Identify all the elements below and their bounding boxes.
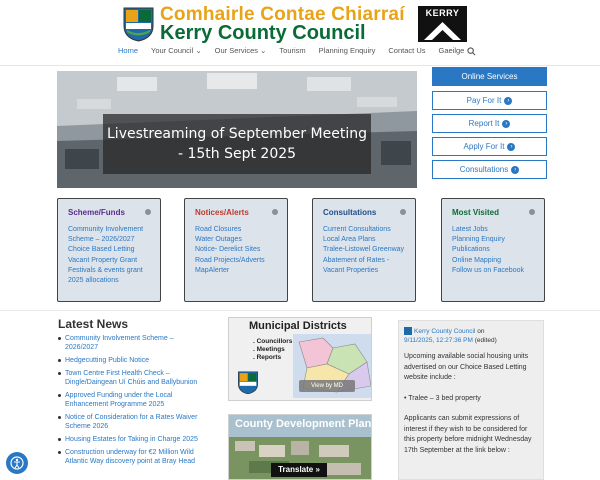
nav-planning-enquiry[interactable]: Planning Enquiry — [318, 46, 376, 55]
link-community-involvement[interactable]: Community Involvement — [68, 226, 144, 233]
news-item[interactable]: Housing Estates for Taking in Charge 2025 — [58, 435, 208, 444]
nav-home[interactable]: Home — [118, 46, 139, 55]
nav-contact-us[interactable]: Contact Us — [388, 46, 426, 55]
hero-caption-box — [103, 114, 371, 174]
dot-icon — [272, 209, 278, 215]
news-item[interactable]: Approved Funding under the Local Enhancement Programme 2025 — [58, 391, 208, 410]
news-item[interactable]: Notice of Consideration for a Rates Waiver Scheme 2026 — [58, 413, 208, 432]
link-vacant-property-grant[interactable]: Vacant Property Grant — [68, 256, 138, 264]
post-paragraph: Applicants can submit expressions of interest if they wish to be considered for this property before midnight Wednesday 17th September at the link below : — [404, 415, 532, 454]
report-it-label: Report It — [468, 119, 500, 128]
news-item[interactable]: Hedgecutting Public Notice — [58, 356, 208, 365]
online-services-button[interactable]: Online Services — [432, 67, 547, 86]
municipal-districts-promo[interactable] — [228, 317, 372, 401]
news-list — [58, 334, 208, 470]
consultations-label: Consultations — [459, 165, 509, 174]
news-item[interactable]: Construction underway for €2 Million Wild Atlantic Way discovery point at Bray Head — [58, 448, 208, 467]
arrow-right-icon: › — [507, 143, 515, 151]
link-online-mapping[interactable]: Online Mapping — [452, 256, 502, 264]
quick-box-notices-alerts — [184, 198, 288, 302]
arrow-right-icon: › — [504, 97, 512, 105]
apply-for-it-label: Apply For It — [463, 142, 505, 151]
link-scheme-2026[interactable]: Scheme – 2026/2027 — [68, 236, 135, 244]
dot-icon — [400, 209, 406, 215]
chevron-down-icon: ⌄ — [260, 46, 267, 55]
quick-box-title: Most Visited — [452, 208, 499, 217]
link-vacant-properties[interactable]: Vacant Properties — [323, 266, 379, 274]
pay-for-it-button[interactable] — [432, 91, 547, 110]
dot-icon — [145, 209, 151, 215]
link-water-outages[interactable]: Water Outages — [195, 236, 242, 244]
quick-box-most-visited — [441, 198, 545, 302]
nav-our-services-label: Our Services — [214, 46, 259, 55]
post-on: on — [475, 328, 485, 335]
link-mapalerter[interactable]: MapAlerter — [195, 266, 230, 274]
news-item[interactable]: Town Centre First Health Check – Dingle/Daingean Uí Chúis and Ballybunion — [58, 369, 208, 388]
nav-our-services[interactable] — [215, 46, 267, 60]
council-crest-icon[interactable] — [122, 6, 155, 42]
kerry-logo-mark — [418, 6, 467, 42]
link-abatement-of-rates[interactable]: Abatement of Rates - — [323, 256, 390, 264]
quick-box-links — [68, 225, 154, 286]
accessibility-button[interactable] — [6, 452, 28, 474]
link-local-area-plans[interactable]: Local Area Plans — [323, 236, 376, 244]
post-author[interactable]: Kerry County Council — [414, 328, 476, 335]
md-list-item: . Councillors — [253, 338, 293, 345]
site-header — [0, 0, 600, 66]
quick-box-title: Notices/Alerts — [195, 208, 249, 217]
quick-box-scheme-funds — [57, 198, 161, 302]
quick-box-links — [195, 225, 281, 276]
link-road-closures[interactable]: Road Closures — [195, 226, 242, 233]
link-festivals-grant[interactable]: Festivals & events grant — [68, 266, 143, 274]
nav-your-council[interactable] — [151, 46, 202, 60]
main-nav — [118, 46, 477, 60]
md-list-item: . Reports — [253, 354, 282, 361]
md-list-item: . Meetings — [253, 346, 285, 353]
translate-button[interactable]: Translate » — [271, 463, 327, 477]
link-facebook[interactable]: Follow us on Facebook — [452, 266, 524, 274]
municipal-districts-list — [253, 338, 292, 362]
post-date[interactable]: 9/11/2025, 12:27:36 PM — [404, 337, 473, 344]
apply-for-it-button[interactable] — [432, 137, 547, 156]
link-publications[interactable]: Publications — [452, 246, 490, 254]
post-paragraph: Upcoming available social housing units advertised on our Choice Based Letting website include : — [404, 353, 529, 381]
nav-gaeilge[interactable]: Gaeilge — [438, 46, 465, 55]
link-planning-enquiry[interactable]: Planning Enquiry — [452, 236, 505, 244]
link-choice-based-letting[interactable]: Choice Based Letting — [68, 246, 135, 254]
quick-box-consultations — [312, 198, 416, 302]
nav-your-council-label: Your Council — [151, 46, 194, 55]
quick-box-title: Scheme/Funds — [68, 208, 125, 217]
arrow-right-icon: › — [511, 166, 519, 174]
municipal-districts-title: Municipal Districts — [249, 320, 347, 332]
pay-for-it-label: Pay For It — [466, 96, 502, 105]
link-road-projects[interactable]: Road Projects/Adverts — [195, 256, 265, 264]
link-2025-allocations[interactable]: 2025 allocations — [68, 277, 119, 285]
brand-irish-name[interactable]: Comhairle Contae Chiarraí — [160, 4, 405, 25]
view-by-md-button[interactable]: View by MD — [299, 380, 355, 392]
report-it-button[interactable] — [432, 114, 547, 133]
cdp-title: County Development Plan — [235, 418, 372, 430]
latest-news-title: Latest News — [58, 317, 129, 331]
quick-box-links — [452, 225, 538, 276]
news-item[interactable]: Community Involvement Scheme – 2026/2027 — [58, 334, 208, 353]
post-paragraph: • Tralee – 3 bed property — [404, 394, 481, 402]
link-derelict-sites[interactable]: Notice- Derelict Sites — [195, 246, 261, 254]
chevron-down-icon: ⌄ — [195, 46, 202, 55]
quick-box-links — [323, 225, 409, 276]
accessibility-icon — [10, 456, 24, 470]
post-edited: (edited) — [472, 337, 497, 344]
search-icon[interactable] — [467, 47, 476, 56]
link-current-consultations[interactable]: Current Consultations — [323, 226, 391, 233]
kerry-logo-text: KERRY — [425, 8, 460, 18]
link-tralee-listowel-greenway[interactable]: Tralee-Listowel Greenway — [323, 246, 405, 254]
nav-tourism[interactable]: Tourism — [279, 46, 306, 55]
hero-title[interactable]: Livestreaming of September Meeting - 15th Sept 2025 — [107, 126, 367, 162]
link-latest-jobs[interactable]: Latest Jobs — [452, 226, 488, 233]
post-body — [404, 352, 540, 466]
post-avatar-icon — [404, 327, 412, 335]
brand-english-name[interactable]: Kerry County Council — [160, 22, 366, 44]
consultations-button[interactable] — [432, 160, 547, 179]
arrow-right-icon: › — [502, 120, 510, 128]
quick-box-title: Consultations — [323, 208, 377, 217]
post-header — [404, 327, 542, 345]
dot-icon — [529, 209, 535, 215]
social-post — [398, 320, 544, 480]
council-crest-icon — [237, 370, 259, 395]
kerry-logo[interactable] — [418, 6, 467, 42]
hero-slider[interactable] — [57, 71, 417, 188]
